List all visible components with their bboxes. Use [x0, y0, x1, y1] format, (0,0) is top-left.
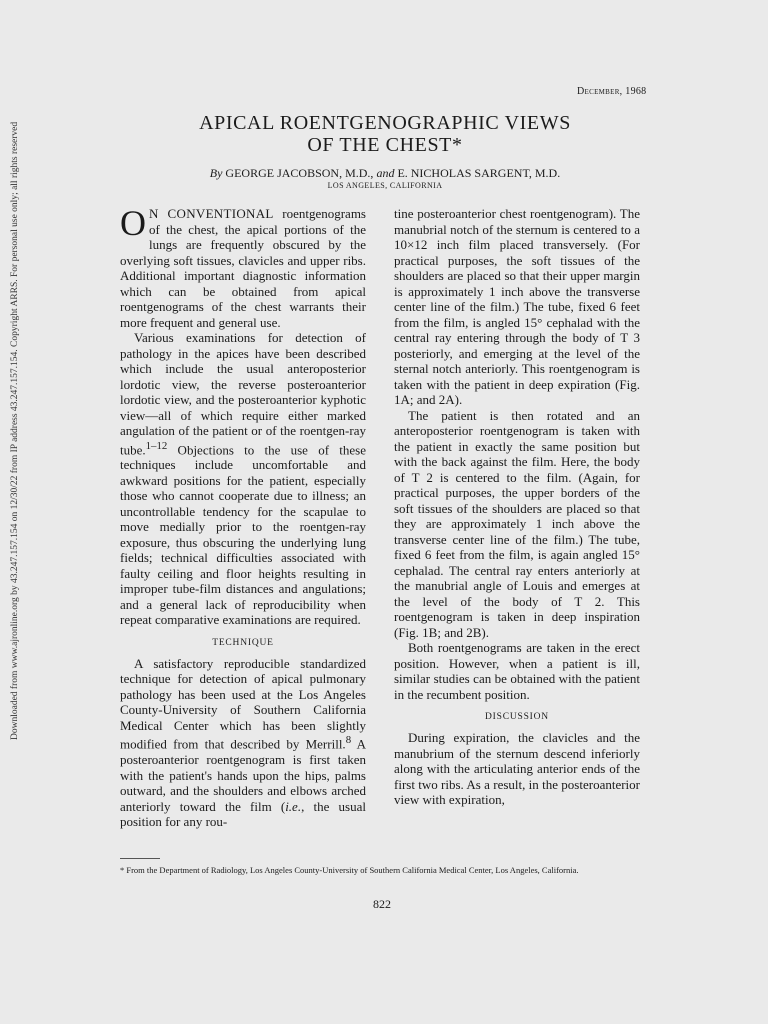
section-heading-technique: TECHNIQUE: [212, 637, 274, 648]
text-column-right: [394, 206, 640, 844]
author-byline: [150, 166, 620, 181]
page-number: 822: [373, 897, 391, 911]
paragraph-erect-position: Both roentgenograms are taken in the erect position. However, when a patient is ill, similar studies can be obtained with the patient in the recumbent position.: [394, 640, 640, 702]
article-title-line2: OF THE CHEST*: [307, 134, 463, 156]
paragraph-pa-view: tine posteroanterior chest roentgenogram). The manubrial notch of the sternum is centered to a 10×12 inch film placed transversely. (For practical purposes, the soft tissues of the shoulders are placed so that their upper margin is approximately 1 inch above the transverse center line of the film.) The tube, fixed 6 feet from the film, is angled 15° cephalad with the central ray entering through the body of T 3 posteriorly, and emerging at the level of the sternal notch anteriorly. This roentgenogram is taken with the patient in deep expiration (Fig. 1A; and 2A).: [394, 206, 640, 407]
paragraph-discussion: During expiration, the clavicles and the manubrium of the sternum descend inferiorly along with the articulating anterior ends of the first two ribs. As a result, in the posteroanterior view with expiration,: [394, 730, 640, 807]
author-2: E. NICHOLAS SARGENT, M.D.: [397, 166, 561, 180]
footnote-divider: [120, 858, 160, 859]
article-title-line1: APICAL ROENTGENOGRAPHIC VIEWS: [199, 112, 571, 134]
footnote: * From the Department of Radiology, Los Angeles County-University of Southern California Medical Center, Los Angeles, California.: [120, 865, 579, 875]
paragraph-text: A posteroanterior roentgenogram is first taken with the patient's hands upon the hips, palms outward, and the shoulders and elbows arched anteriorly toward the film (: [120, 736, 366, 814]
lead-in-words: N CONVENTIONAL: [149, 206, 274, 221]
byline-and: and: [376, 166, 395, 180]
paragraph-technique: [120, 656, 366, 830]
byline-by: By: [209, 166, 223, 180]
author-1: GEORGE JACOBSON, M.D.,: [225, 166, 374, 180]
reference-superscript: 1–12: [145, 439, 168, 452]
paragraph-text: Objections to the use of these techniques include uncomfortable and awkward positions for the patient, especially those who cannot cooperate due to illness; an uncontrollable tendency for the scapulae to move medially prior to the roentgen-ray exposure, thus obscuring the underlying lung fields; technical difficulties associated with faulty ceiling and floor heights resulting in improper tube-film distances and angulations; and a general lack of reproducibility when repeat comparative examinations are required.: [120, 441, 366, 628]
section-heading-discussion: DISCUSSION: [485, 712, 549, 722]
author-location: LOS ANGELES, CALIFORNIA: [327, 181, 443, 190]
running-header-date: December, 1968: [577, 86, 647, 97]
reference-superscript: 8: [345, 734, 352, 747]
paragraph-examinations: [120, 330, 366, 628]
italic-ie: i.e.: [285, 798, 302, 814]
paragraph-ap-view: The patient is then rotated and an anteroposterior roentgenogram is taken with the patient in exactly the same position but with the back against the film. Here, the body of T 2 is centered to the film. (Again, for practical purposes, the upper borders of the soft tissues of the shoulders are placed so that they are approximately 1 inch above the transverse center line of the film.) The tube, fixed 6 feet from the film, is again angled 15° cephalad. The central ray enters anteriorly at the manubrial angle of Louis and emerges at the level of the body of T 2. This roentgenogram is taken in deep inspiration (Fig. 1B; and 2B).: [394, 407, 640, 640]
intro-paragraph: [120, 203, 366, 330]
paragraph-text: Various examinations for detection of pathology in the apices have been described which include the usual anteroposterior lordotic view, the reverse posteroanterior lordotic view, and the posteroanterior kyphotic view—all of which require either marked angulation of the patient or of the roentgen-ray tube.: [120, 330, 366, 457]
download-watermark: Downloaded from www.ajronline.org by 43.247.157.154 on 12/30/22 from IP address 43.247.157.154. Copyright ARRS. For personal use only; all rights reserved: [10, 121, 20, 740]
drop-cap: O: [120, 203, 146, 243]
paragraph-text: , the usual position for any rou-: [120, 798, 366, 830]
paragraph-text: A satisfactory reproducible standardized technique for detection of apical pulmonary pathology has been used at the Los Angeles County-University of Southern California Medical Center which has been slightly modified from that described by Merrill.: [120, 655, 366, 752]
text-column-left: [120, 203, 366, 844]
intro-text: roentgenograms of the chest, the apical portions of the lungs are frequently obscured by the overlying soft tissues, clavicles and upper ribs. Additional important diagnostic information which can be obtained from apical roentgenograms of the chest warrants their more frequent and general use.: [120, 206, 366, 330]
